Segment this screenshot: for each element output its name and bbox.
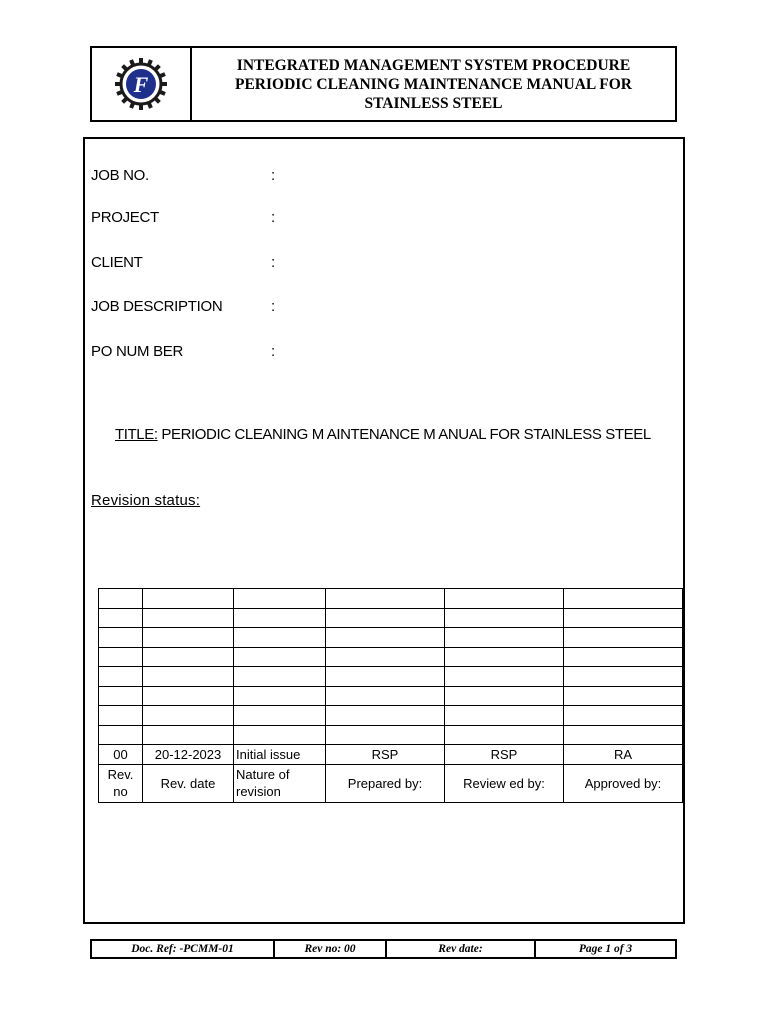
- header-title-line-3: STAINLESS STEEL: [364, 94, 503, 112]
- table-row-empty: [99, 608, 683, 628]
- header-reviewed-by: Review ed by:: [445, 764, 564, 802]
- document-footer: [90, 939, 677, 959]
- revision-table: [98, 588, 683, 803]
- header-approved-by: Approved by:: [564, 764, 683, 802]
- logo-letter: F: [133, 72, 149, 97]
- table-row-empty: [99, 628, 683, 648]
- field-colon-project: :: [271, 209, 276, 226]
- header-title-line-2: PERIODIC CLEANING MAINTENANCE MANUAL FOR: [235, 75, 632, 93]
- table-row-empty: [99, 589, 683, 609]
- footer-rev-no: Rev no: 00: [275, 941, 387, 957]
- field-colon-job-no: :: [271, 167, 276, 184]
- rev-no-cell: 00: [99, 745, 143, 765]
- footer-rev-date: Rev date:: [387, 941, 536, 957]
- field-label-job-no: JOB NO.: [91, 167, 149, 184]
- company-logo-cell: [92, 48, 192, 120]
- document-header: [90, 46, 677, 122]
- footer-page-number: Page 1 of 3: [578, 943, 633, 955]
- document-title: [115, 426, 651, 443]
- field-colon-job-description: :: [271, 298, 276, 315]
- field-label-job-description: JOB DESCRIPTION: [91, 298, 223, 315]
- field-label-client: CLIENT: [91, 254, 143, 271]
- footer-doc-ref: Doc. Ref: -PCMM-01: [92, 941, 275, 957]
- table-row-empty: [99, 706, 683, 726]
- table-row-empty: [99, 667, 683, 687]
- table-row-empty: [99, 725, 683, 745]
- table-row-empty: [99, 647, 683, 667]
- header-title: [192, 48, 675, 120]
- field-colon-client: :: [271, 254, 276, 271]
- header-rev-no: Rev. no: [99, 764, 143, 802]
- header-prepared-by: Prepared by:: [326, 764, 445, 802]
- main-content-box: [83, 137, 685, 924]
- approved-by-cell: RA: [564, 745, 683, 765]
- header-title-line-1: INTEGRATED MANAGEMENT SYSTEM PROCEDURE: [236, 56, 631, 74]
- title-text: PERIODIC CLEANING M AINTENANCE M ANUAL FOR STAINLESS STEEL: [157, 426, 651, 443]
- company-logo-icon: [112, 55, 170, 113]
- field-label-project: PROJECT: [91, 209, 159, 226]
- revision-status-label: Revision status:: [91, 492, 201, 509]
- header-rev-date: Rev. date: [143, 764, 234, 802]
- field-colon-po-number: :: [271, 343, 276, 360]
- table-row-empty: [99, 686, 683, 706]
- prepared-by-cell: RSP: [326, 745, 445, 765]
- title-prefix: TITLE:: [115, 426, 158, 443]
- revision-header-row: [99, 764, 683, 802]
- header-nature-of-revision: Nature of revision: [234, 764, 326, 802]
- revision-entry-row: [99, 745, 683, 765]
- nature-of-revision-cell: Initial issue: [234, 745, 326, 765]
- reviewed-by-cell: RSP: [445, 745, 564, 765]
- field-label-po-number: PO NUM BER: [91, 343, 184, 360]
- rev-date-cell: 20-12-2023: [143, 745, 234, 765]
